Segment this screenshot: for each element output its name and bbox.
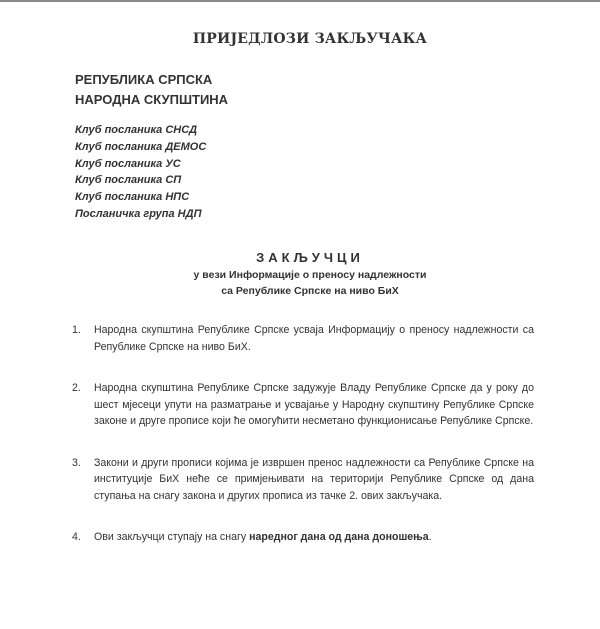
item-number: 3. <box>72 456 81 469</box>
org-line-republic: РЕПУБЛИКА СРПСКА <box>75 72 213 87</box>
club-item: Клуб посланика ДЕМОС <box>75 140 207 153</box>
item-text-plain: Ови закључци ступају на снагу <box>94 531 250 543</box>
item-text-bold: наредног дана од дана доношења <box>249 531 429 543</box>
conclusions-heading: ЗАКЉУЧЦИ <box>256 250 364 265</box>
organization-block <box>75 70 228 110</box>
club-item: Клуб посланика СП <box>75 174 182 187</box>
conclusion-item-4 <box>72 529 534 546</box>
conclusion-item-1 <box>72 322 534 355</box>
document-title: ПРИЈЕДЛОЗИ ЗАКЉУЧАКА <box>192 31 428 47</box>
item-text: Закони и други прописи којима је извршен пренос надлежности са Републике Српске на институције БиХ неће се примјењивати на територији Републике Српске од дана ступања на снагу закона и других прописа из тачке 2. ових закључака. <box>94 456 534 502</box>
item-number: 2. <box>72 382 81 394</box>
item-number: 4. <box>72 531 81 543</box>
item-text <box>94 529 534 546</box>
conclusion-item-2 <box>72 380 534 430</box>
clubs-list <box>75 122 206 223</box>
club-item: Клуб посланика НПС <box>75 191 190 204</box>
club-item: Клуб посланика СНСД <box>75 124 198 136</box>
club-item: Клуб посланика УС <box>75 157 181 170</box>
club-item: Посланичка група НДП <box>75 207 202 220</box>
item-text: Народна скупштина Републике Српске задужује Владу Републике Српске да у року до шест мјесеци упути на разматрање и усвајање у Народну скупштину Републике Српске законе и друге прописе који ће омогућити несметано функционисање Републике Српске. <box>94 382 534 427</box>
conclusions-header <box>0 249 600 299</box>
conclusions-subtitle-line-2: са Републике Српске на ниво БиХ <box>221 285 399 297</box>
conclusion-item-3 <box>72 455 534 505</box>
item-text-end: . <box>428 531 432 543</box>
conclusions-subtitle-line-1: у вези Информације о преносу надлежности <box>193 269 427 281</box>
item-text: Народна скупштина Републике Српске усваја Информацију о преносу надлежности са Републике Српске на ниво БиХ. <box>94 324 534 353</box>
item-number: 1. <box>72 324 81 336</box>
conclusions-list <box>72 322 534 571</box>
top-border <box>0 0 600 2</box>
org-line-assembly: НАРОДНА СКУПШТИНА <box>75 92 229 107</box>
